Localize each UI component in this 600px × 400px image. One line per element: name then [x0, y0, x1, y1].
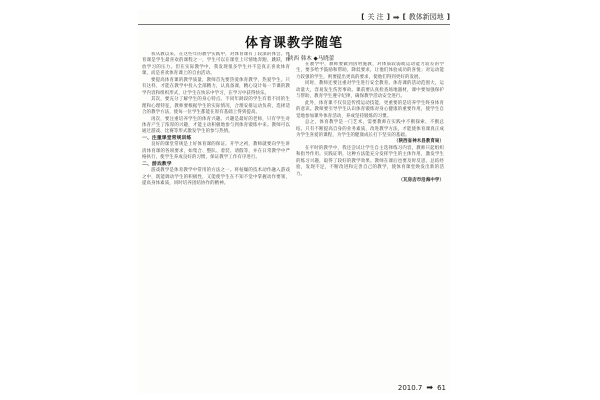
section-heading: 二、游戏教学 [142, 161, 172, 167]
section-heading: 一、注重课堂常规训练 [142, 135, 192, 141]
arrow-right-icon: ➡ [392, 12, 400, 22]
section-bracket-open: [ [402, 13, 406, 21]
paragraph: 同时，教师还要注重对学生进行安全教育。体育课的活动范围大，运动量大，容易发生伤害事故。课前要认真检查场地器材，课中要加强保护与帮助，教育学生遵守纪律，确保教学活动安全进行。 [296, 81, 444, 100]
author-affiliation-note: （陕西省神木县教育局） [394, 139, 444, 145]
left-column [142, 52, 290, 370]
paragraph: 其次，要充分了解学生的身心特点。不同年龄段的学生有着不同的生理和心理特征，教师要根据学生的实际情况，合理安排运动负荷，选择适合的教学方法，使每一位学生都能在原有基础上得到提高。 [142, 97, 290, 116]
bracket-close: ] [386, 13, 390, 21]
author-affiliation-note: （瓦房店市沿海中学） [398, 178, 444, 184]
paragraph: 在教学中，教师要做到因材施教，对体质较弱或运动能力较差的学生，要多给予鼓励和帮助，降低要求，让他们体验成功的喜悦；对运动能力较强的学生，则要提出更高的要求，使他们得到更好的发展。 [296, 62, 444, 80]
bracket-open: [ [361, 13, 365, 21]
section-bracket-close: ] [446, 13, 450, 21]
paragraph: 我从教以来，在这些年的教学实践中，对体育课有了较深的体会。体育课是学生最喜欢的课程之一，学生可以在课堂上尽情地奔跑、跳跃，释放学习的压力。但在实际教学中，我发现很多学生并不是真正喜欢体育课，而是喜欢体育课上的自由活动。 [142, 52, 290, 77]
article-title: 体育课教学随笔 [244, 36, 343, 51]
right-column [296, 62, 444, 382]
paragraph: 总之，体育教学是一门艺术，需要教师在实践中不断探索、不断总结。只有不断提高自身的业务素质，改进教学方法，才能使体育课真正成为学生喜爱的课程，为学生的健康成长打下坚实的基础。 [296, 120, 444, 138]
paragraph: 游戏教学是体育教学中常用的方法之一。将枯燥的技术动作融入游戏之中，既能调动学生的积极性，又能使学生在不知不觉中掌握动作要领，提高身体素质，同时培养团结协作的精神。 [142, 168, 290, 187]
page-footer [398, 383, 446, 392]
issue-date: 2010.7 [397, 383, 423, 392]
column-tag: 关 注 [367, 13, 384, 21]
paragraph: 此外，体育课不仅仅是传授运动技能，更重要的是培养学生终身体育的意识。教师要引导学生认识体育锻炼对身心健康的重要作用，使学生自觉地参加课外体育活动，养成坚持锻炼的习惯。 [296, 100, 444, 119]
paragraph: 要提高体育课的教学质量，教师首先要热爱体育教学，热爱学生。只有这样，才能在教学中投入全部精力，认真备课，精心设计每一节课的教学内容和组织形式，让学生在快乐中学习，在学习中获得快乐。 [142, 77, 290, 96]
arrow-right-icon: ➡ [426, 383, 434, 392]
header-bar [361, 12, 450, 22]
paragraph: 良好的课堂常规是上好体育课的保证。开学之初，教师就要向学生讲清体育课的各项要求，如集合、整队、着装、请假等，并在日常教学中严格执行，使学生养成良好的习惯，保证教学工作有序进行。 [142, 142, 290, 161]
page-number: 61 [437, 383, 446, 392]
paragraph: 再次，要注重培养学生的体育兴趣。兴趣是最好的老师，只有学生对体育产生了浓厚的兴趣，才能主动积极地参与到体育锻炼中来。教师可以通过游戏、比赛等形式激发学生的参与热情。 [142, 116, 290, 135]
header-divider [138, 24, 450, 25]
paragraph: 在平时的教学中，我还尝试让学生自主选择练习内容，教师只起组织和指导作用。实践证明，这种方法能充分发挥学生的主体作用，激发学生的练习兴趣，取得了较好的教学效果。教师在课后也要及时反思，总结经验，发现不足，不断改进和完善自己的教学，使体育课堂焕发出新的活力。 [296, 145, 444, 177]
magazine-page [138, 10, 450, 393]
article-byline: 陕西 韩木 ◆马晓蕾 [288, 56, 335, 62]
section-tag: 教体新园地 [408, 13, 444, 21]
